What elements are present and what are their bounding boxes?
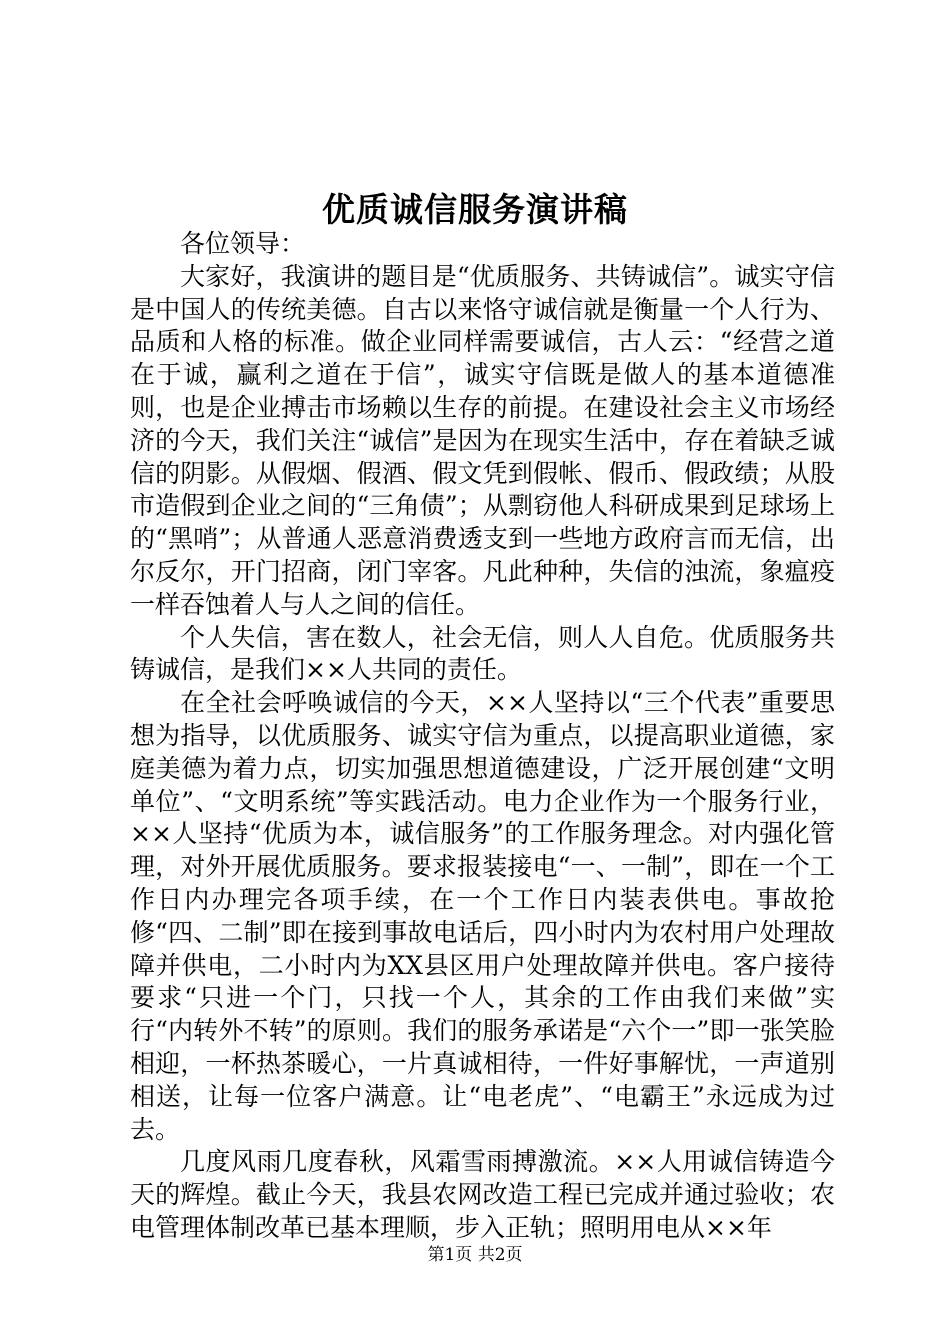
body-paragraph-1: 大家好，我演讲的题目是“优质服务、共铸诚信”。诚实守信是中国人的传统美德。自古以来恪守诚信就是衡量一个人行为、品质和人格的标准。做企业同样需要诚信，古人云：“经营之道在于诚，赢利之道在于信”，诚实守信既是做人的基本道德准则，也是企业搏击市场赖以生存的前提。在建设社会主义市场经济的今天，我们关注“诚信”是因为在现实生活中，存在着缺乏诚信的阴影。从假烟、假酒、假文凭到假帐、假币、假政绩；从股市造假到企业之间的“三角债”；从剽窃他人科研成果到足球场上的“黑哨”；从普通人恶意消费透支到一些地方政府言而无信，出尔反尔，开门招商，闭门宰客。凡此种种，失信的浊流，象瘟疫一样吞蚀着人与人之间的信任。 bbox=[130, 261, 835, 619]
salutation-paragraph: 各位领导： bbox=[180, 229, 306, 258]
page-footer: 第1页 共2页 bbox=[427, 1245, 523, 1265]
body-paragraph-2: 个人失信，害在数人，社会无信，则人人自危。优质服务共铸诚信，是我们××人共同的责任。 bbox=[130, 622, 835, 685]
body-paragraph-3: 在全社会呼唤诚信的今天，××人坚持以“三个代表”重要思想为指导，以优质服务、诚实守信为重点，以提高职业道德，家庭美德为着力点，切实加强思想道德建设，广泛开展创建“文明单位”、“文明系统”等实践活动。电力企业作为一个服务行业，××人坚持“优质为本，诚信服务”的工作服务理念。对内强化管理，对外开展优质服务。要求报装接电“一、一制”，即在一个工作日内办理完各项手续，在一个工作日内装表供电。事故抢修“四、二制”即在接到事故电话后，四小时内为农村用户处理故障并供电，二小时内为XX县区用户处理故障并供电。客户接待要求“只进一个门，只找一个人，其余的工作由我们来做”实行“内转外不转”的原则。我们的服务承诺是“六个一”即一张笑脸相迎，一杯热茶暖心，一片真诚相待，一件好事解忧，一声道别相送，让每一位客户满意。让“电老虎”、“电霸王”永远成为过去。 bbox=[130, 688, 835, 1144]
body-paragraph-4: 几度风雨几度春秋，风霜雪雨搏激流。××人用诚信铸造今天的辉煌。截止今天，我县农网改造工程已完成并通过验收；农电管理体制改革已基本理顺，步入正轨；照明用电从××年 bbox=[130, 1147, 835, 1242]
document-body bbox=[130, 228, 835, 1245]
document-title: 优质诚信服务演讲稿 bbox=[322, 190, 628, 229]
